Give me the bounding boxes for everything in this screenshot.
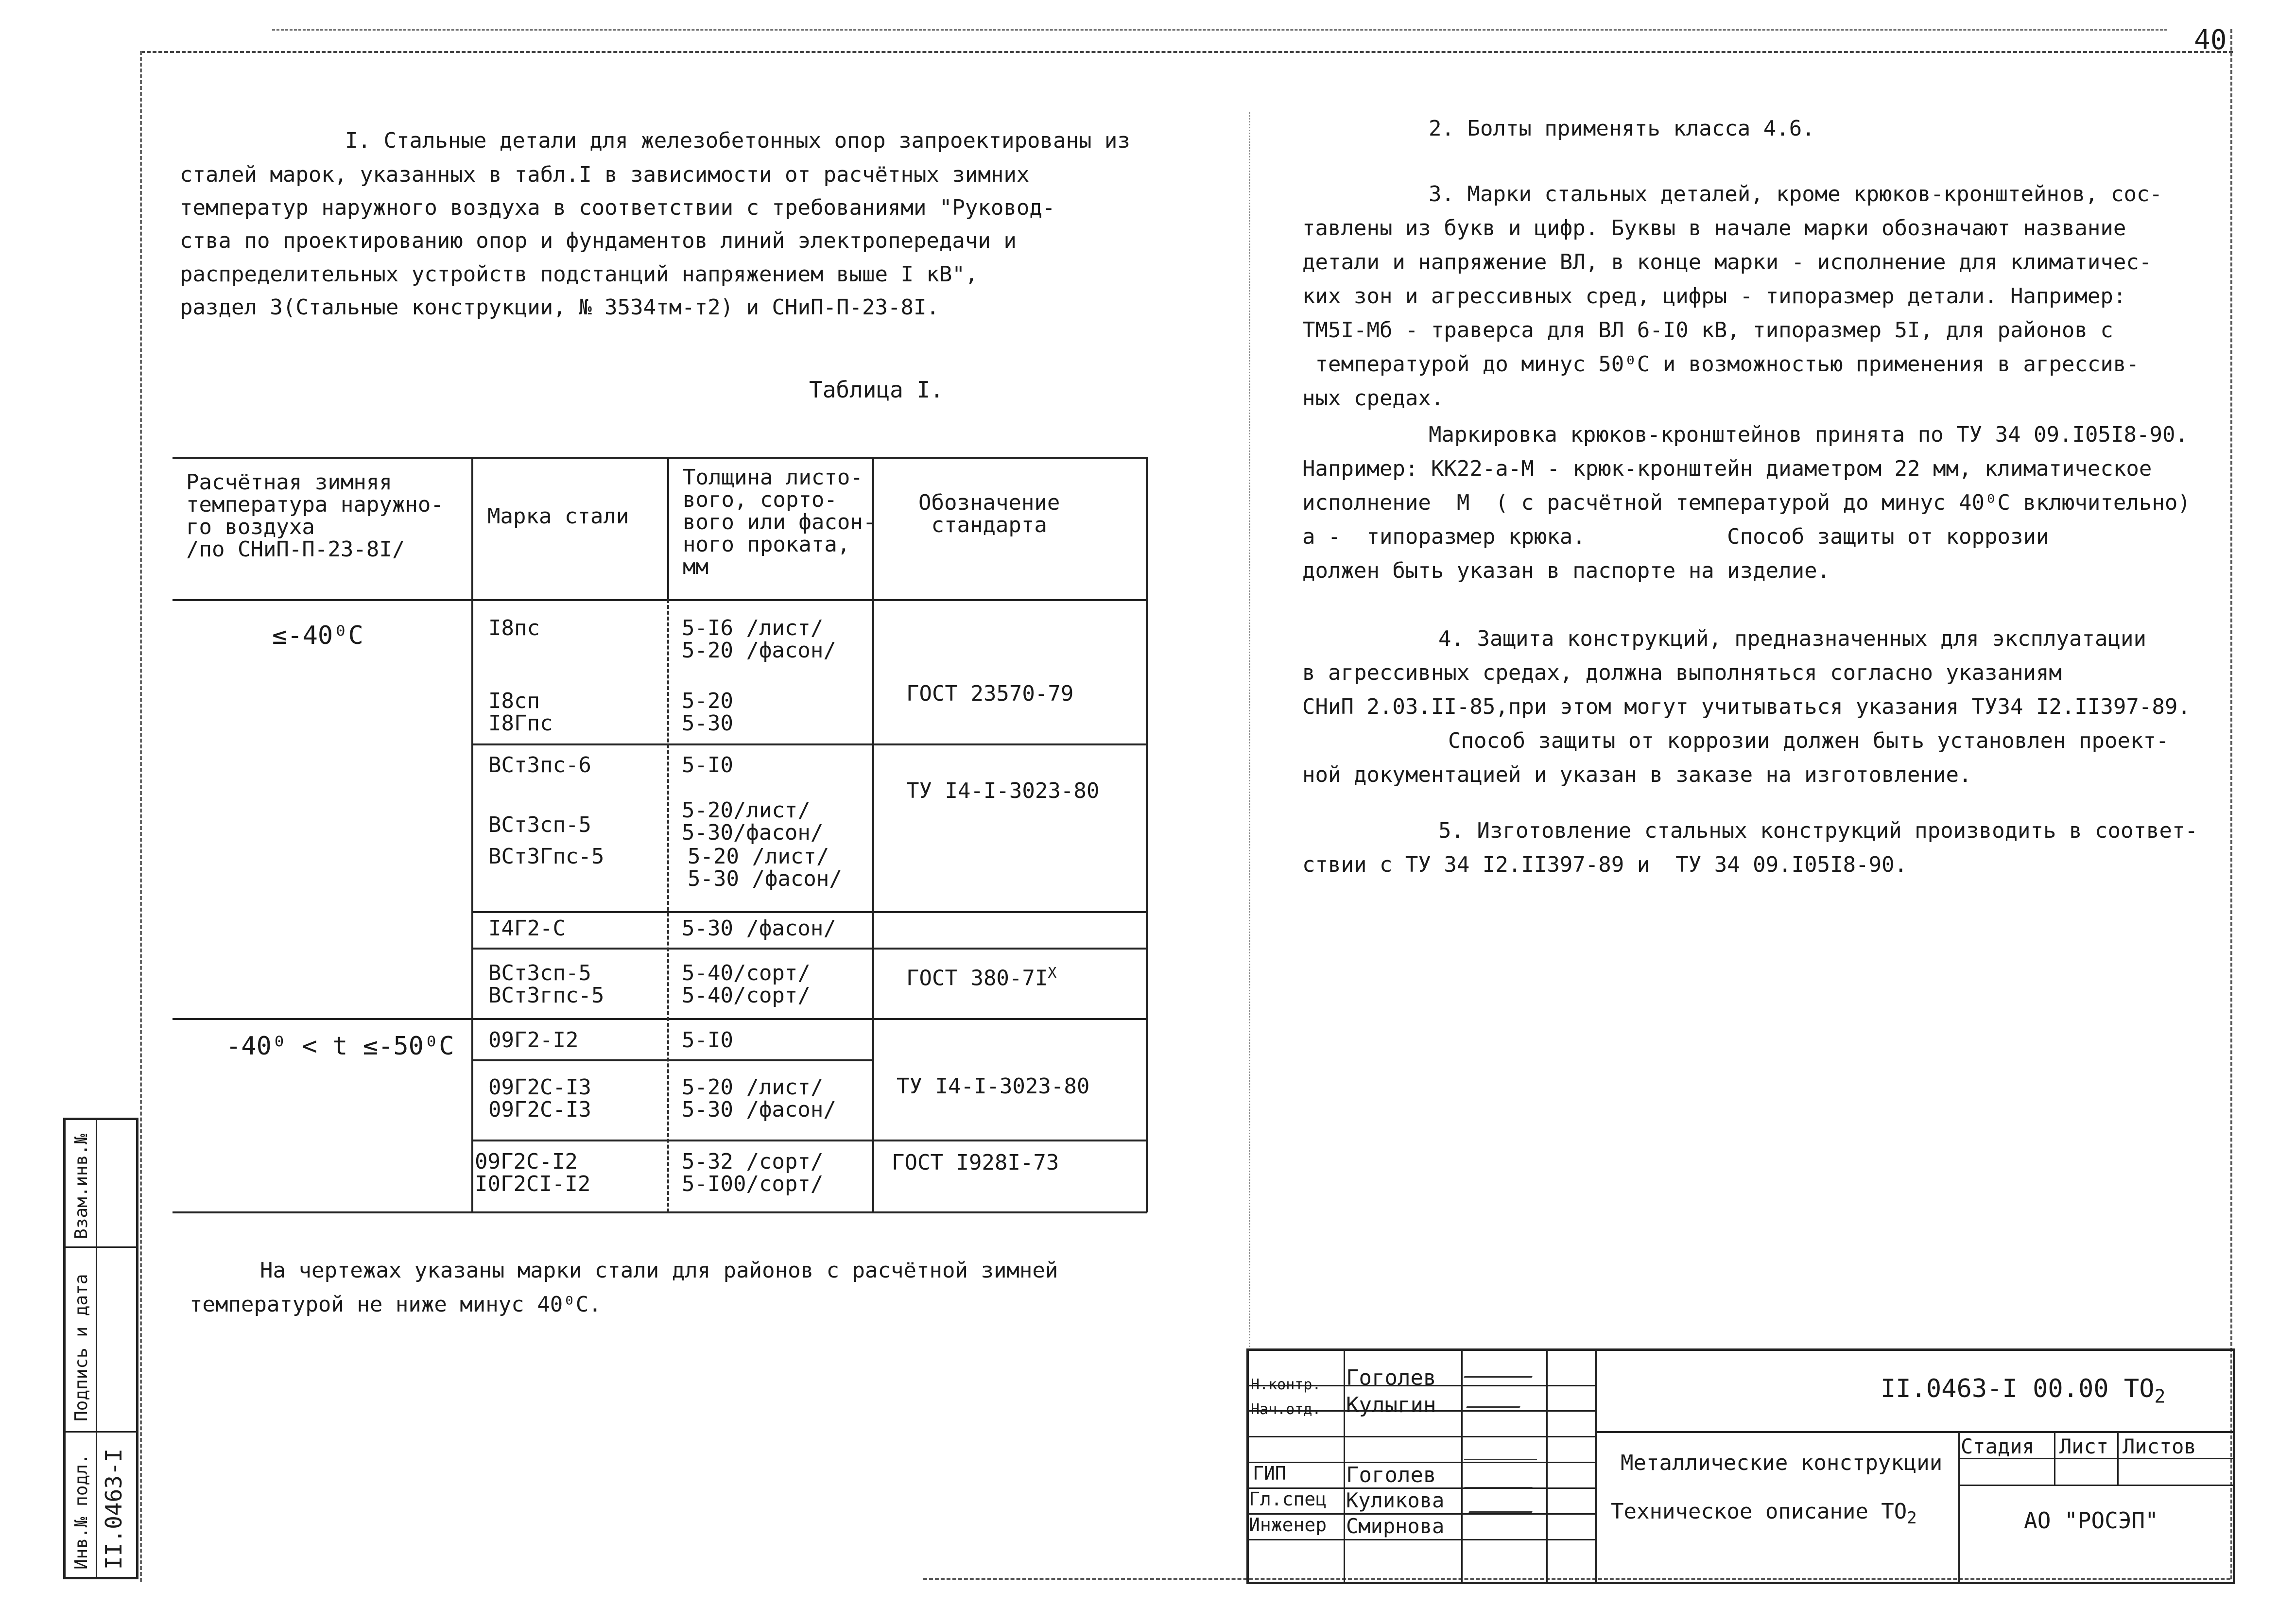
doc-code: II.0463-I 00.00 $ТО_2$ xyxy=(1881,1374,2166,1407)
role-engineer: Инженер xyxy=(1249,1514,1327,1536)
table-rule xyxy=(667,599,669,1212)
standard-cell: ГОСТ I928I-73 xyxy=(892,1150,1059,1175)
thickness-cell: 5-32 /сорт/ 5-I00/сорт/ xyxy=(682,1149,824,1196)
tb-rule xyxy=(1249,1539,1595,1540)
para4-line1: 4. Защита конструкций, предназначенных для эксплуатации xyxy=(1438,626,2146,651)
steel-grades-table xyxy=(173,457,1147,1212)
thickness-cell: 5-20 /лист/ 5-30 /фасон/ xyxy=(688,844,842,891)
grade-cell: ВСт3Гпс-5 xyxy=(488,844,604,869)
stamp-inv-value: II.0463-I xyxy=(101,1448,127,1570)
para1-line5: распределительных устройств подстанций напряжением выше I кВ", xyxy=(180,262,978,287)
grade-cell: ВСт3сп-5 ВСт3гпс-5 xyxy=(488,961,604,1008)
table-rule xyxy=(471,1059,872,1061)
para3b-line2: Например: КК22-а-М - крюк-кронштейн диаметром 22 мм, климатическое xyxy=(1302,456,2152,481)
grade-cell: 09Г2С-I3 09Г2С-I3 xyxy=(488,1075,591,1122)
para1-line6: раздел 3(Стальные конструкции, № 3534тм-т2) и СНиП-П-23-8I. xyxy=(180,295,939,320)
tb-rule xyxy=(1249,1436,1595,1437)
name-engineer: Смирнова xyxy=(1346,1514,1445,1538)
col-stage: Стадия xyxy=(1961,1434,2035,1458)
signature xyxy=(1466,1392,1527,1408)
signature xyxy=(1464,1362,1539,1378)
para3b-line4: а - типоразмер крюка. Способ защиты от коррозии xyxy=(1302,524,2049,549)
thickness-cell: 5-I0 xyxy=(682,1028,733,1053)
header-steel-grade: Марка стали xyxy=(487,504,629,529)
standard-cell: ТУ I4-I-3023-80 xyxy=(906,778,1100,803)
name-nachotd: Кулыгин xyxy=(1346,1393,1436,1417)
para3-line4: ких зон и агрессивных сред, цифры - типоразмер детали. Например: xyxy=(1302,284,2126,309)
para3-line3: детали и напряжение ВЛ, в конце марки - исполнение для климатичес- xyxy=(1302,250,2152,275)
para3-line6: температурой до минус 50⁰С и возможностью применения в агрессив- xyxy=(1302,352,2139,377)
para4-line4: Способ защиты от коррозии должен быть установлен проект- xyxy=(1448,728,2169,753)
para3-line1: 3. Марки стальных деталей, кроме крюков-кронштейнов, сос- xyxy=(1429,182,2162,207)
table-rule xyxy=(471,911,1147,913)
para5-line2: ствии с ТУ 34 I2.II397-89 и ТУ 34 09.I05I8-90. xyxy=(1302,852,1908,877)
frame-right-border xyxy=(2230,29,2232,1579)
grade-cell: I8сп I8Гпс xyxy=(488,689,553,736)
para3b-line5: должен быть указан в паспорте на изделие. xyxy=(1302,558,1830,583)
document-title: Техническое описание $ТО_2$ xyxy=(1611,1499,1917,1528)
para1-line1: I. Стальные детали для железобетонных опор запроектированы из xyxy=(345,128,1130,153)
signature xyxy=(1464,1444,1544,1460)
thickness-cell: 5-I6 /лист/ 5-20 /фасон/ xyxy=(682,616,836,663)
signature xyxy=(1464,1472,1539,1488)
tb-rule xyxy=(1595,1351,1597,1582)
header-thickness: Толщина листо- вого, сорто- вого или фасон- ного проката, мм xyxy=(683,465,876,579)
stamp-rule xyxy=(66,1431,136,1433)
role-nachotd: Нач.отд. xyxy=(1251,1401,1321,1418)
organization: АО "РОСЭП" xyxy=(2024,1507,2158,1534)
stamp-rule xyxy=(66,1246,136,1248)
thickness-cell: 5-30 /фасон/ xyxy=(682,916,836,941)
sheet-number: 40 xyxy=(2194,24,2227,56)
para4-line2: в агрессивных средах, должна выполняться согласно указаниям xyxy=(1302,660,2062,685)
name-nkontr: Гоголев xyxy=(1346,1365,1436,1390)
table-rule xyxy=(471,457,473,1212)
header-temperature: Расчётная зимняя температура наружно- го воздуха /по СНиП-П-23-8I/ xyxy=(186,470,444,562)
project-title: Металлические конструкции xyxy=(1621,1451,1943,1475)
para1-line3: температур наружного воздуха в соответствии с требованиями "Руковод- xyxy=(180,195,1055,220)
stamp-inv-label: Инв.№ подл. xyxy=(71,1453,91,1570)
para3-line7: ных средах. xyxy=(1302,386,1444,411)
para3b-line1: Маркировка крюков-кронштейнов принята по ТУ 34 09.I05I8-90. xyxy=(1429,422,2188,447)
tb-rule xyxy=(1958,1431,1960,1582)
grade-cell: I8пс xyxy=(488,616,540,640)
role-glspec: Гл.спец xyxy=(1249,1488,1327,1510)
para1-line2: сталей марок, указанных в табл.I в зависимости от расчётных зимних xyxy=(180,162,1030,187)
standard-cell: ТУ I4-I-3023-80 xyxy=(897,1074,1090,1099)
role-gip: ГИП xyxy=(1253,1463,1286,1484)
col-sheets: Листов xyxy=(2123,1434,2196,1458)
para2: 2. Болты применять класса 4.6. xyxy=(1429,116,1815,141)
margin-stamp xyxy=(63,1118,138,1579)
grade-cell: ВСт3сп-5 xyxy=(488,812,591,837)
standard-cell: ГОСТ 23570-79 xyxy=(906,681,1074,706)
frame-top-dashed-line xyxy=(272,29,2167,31)
tb-rule xyxy=(1595,1431,2233,1433)
frame-left-border xyxy=(140,51,142,1582)
para3-line5: ТМ5I-Мб - траверса для ВЛ 6-I0 кВ, типоразмер 5I, для районов с xyxy=(1302,318,2113,343)
table-rule xyxy=(173,599,1147,601)
para3b-line3: исполнение М ( с расчётной температурой до минус 40⁰С включительно) xyxy=(1302,490,2191,515)
table-rule xyxy=(173,1018,1147,1020)
thickness-cell: 5-20 /лист/ 5-30 /фасон/ xyxy=(682,1075,836,1122)
note-line1: На чертежах указаны марки стали для районов с расчётной зимней xyxy=(260,1258,1058,1283)
note-line2: температурой не ниже минус 40⁰С. xyxy=(190,1292,602,1317)
table-rule xyxy=(173,457,1147,459)
signature xyxy=(1468,1497,1539,1513)
para3-line2: тавлены из букв и цифр. Буквы в начале марки обозначают название xyxy=(1302,216,2126,241)
frame-top-border xyxy=(141,51,2233,53)
grade-cell: 09Г2-I2 xyxy=(488,1028,579,1053)
col-sheet: Лист xyxy=(2059,1434,2109,1458)
header-standard: Обозначение стандарта xyxy=(918,490,1060,537)
grade-cell: ВСт3пс-6 xyxy=(488,753,591,778)
table-rule xyxy=(471,948,1147,950)
name-gip: Гоголев xyxy=(1346,1463,1436,1487)
standard-cell: ГОСТ $380-7I^Х$ xyxy=(906,965,1057,991)
para1-line4: ства по проектированию опор и фундаментов линий электропередачи и xyxy=(180,228,1017,253)
temp-group-2: -40⁰ < t ≤-50⁰С xyxy=(226,1032,454,1061)
para5-line1: 5. Изготовление стальных конструкций производить в соответ- xyxy=(1438,818,2198,843)
name-glspec: Куликова xyxy=(1346,1488,1445,1512)
title-block xyxy=(1246,1348,2235,1584)
para4-line5: ной документацией и указан в заказе на изготовление. xyxy=(1302,762,1972,787)
tb-rule xyxy=(1958,1485,2233,1486)
thickness-cell: 5-I0 xyxy=(682,753,733,778)
thickness-cell: 5-20/лист/ 5-30/фасон/ xyxy=(682,798,824,845)
grade-cell: I4Г2-С xyxy=(488,916,566,941)
table-rule xyxy=(173,1211,1147,1213)
stamp-replace-inv-label: Взам.инв.№ xyxy=(71,1134,91,1239)
grade-cell: 09Г2С-I2 I0Г2СI-I2 xyxy=(475,1149,591,1196)
stamp-rule xyxy=(96,1120,97,1577)
column-divider xyxy=(1249,112,1250,1351)
para4-line3: СНиП 2.03.II-85,при этом могут учитываться указания ТУ34 I2.II397-89. xyxy=(1302,694,2191,719)
table-rule xyxy=(667,457,669,599)
thickness-cell: 5-40/сорт/ 5-40/сорт/ xyxy=(682,961,811,1008)
thickness-cell: 5-20 5-30 xyxy=(682,689,733,736)
role-nkontr: Н.контр. xyxy=(1251,1376,1321,1393)
table-rule xyxy=(471,1140,1147,1141)
table-rule xyxy=(1146,457,1148,1212)
stamp-sign-date-label: Подпись и дата xyxy=(71,1274,91,1421)
temp-group-1: ≤-40⁰С xyxy=(272,621,363,650)
table-rule xyxy=(471,743,1147,745)
table-caption: Таблица I. xyxy=(809,377,944,403)
